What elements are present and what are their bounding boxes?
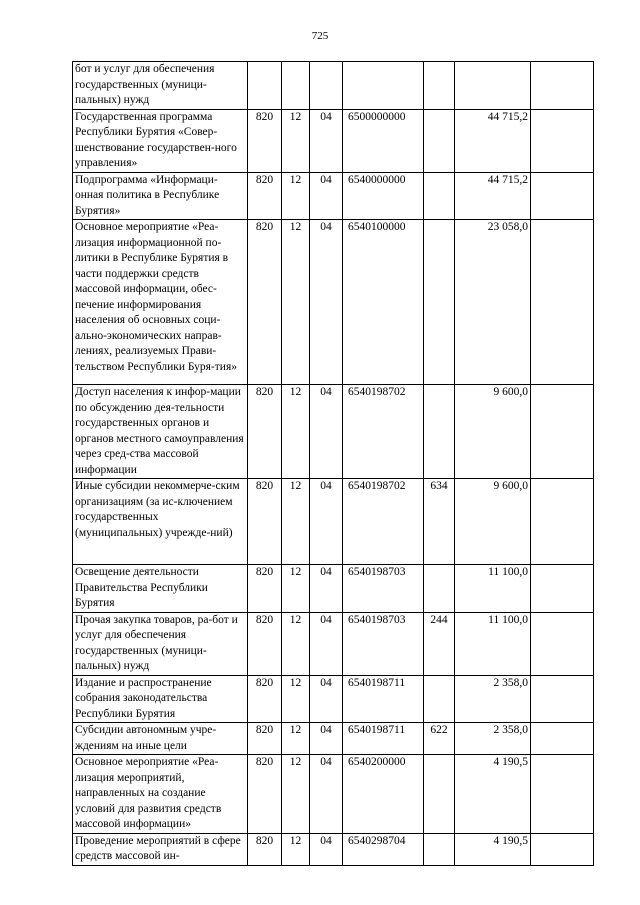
row-name-cell: Государственная программа Республики Бурятия «Совер-шенствование государствен-ного управления»: [73, 109, 248, 172]
row-name-cell: Доступ населения к инфор-мации по обсуждению дея-тельности государственных органов и органов местного самоуправления через сред-ства массовой информации: [73, 385, 248, 479]
row-name-cell: Проведение мероприятий в сфере средств массовой ин-: [73, 833, 248, 865]
amount-cell: 23 058,0: [455, 220, 531, 385]
section-code-cell: 12: [282, 612, 310, 675]
extra-cell: [531, 62, 594, 110]
expense-type-cell: [424, 172, 455, 220]
ved-code-cell: 820: [248, 109, 282, 172]
subsection-code-cell: 04: [310, 675, 343, 723]
expense-type-cell: [424, 220, 455, 385]
amount-cell: 11 100,0: [455, 565, 531, 613]
row-name-cell: Подпрограмма «Информаци-онная политика в Республике Бурятия»: [73, 172, 248, 220]
expense-type-cell: [424, 565, 455, 613]
expense-type-cell: 244: [424, 612, 455, 675]
expense-type-cell: [424, 62, 455, 110]
row-name-cell: Прочая закупка товаров, ра-бот и услуг для обеспечения государственных (муници-пальных) нужд: [73, 612, 248, 675]
table-row: [73, 675, 594, 723]
subsection-code-cell: 04: [310, 385, 343, 479]
expense-type-cell: [424, 675, 455, 723]
amount-cell: 2 358,0: [455, 723, 531, 755]
ved-code-cell: 820: [248, 479, 282, 565]
expense-type-cell: [424, 755, 455, 834]
row-name-cell: Освещение деятельности Правительства Республики Бурятия: [73, 565, 248, 613]
ved-code-cell: [248, 62, 282, 110]
target-article-cell: 6540198711: [343, 723, 424, 755]
amount-cell: 4 190,5: [455, 755, 531, 834]
amount-cell: 4 190,5: [455, 833, 531, 865]
ved-code-cell: 820: [248, 220, 282, 385]
target-article-cell: 6540298704: [343, 833, 424, 865]
target-article-cell: 6540198703: [343, 612, 424, 675]
target-article-cell: 6500000000: [343, 109, 424, 172]
extra-cell: [531, 479, 594, 565]
section-code-cell: 12: [282, 723, 310, 755]
subsection-code-cell: 04: [310, 479, 343, 565]
table-row: [73, 385, 594, 479]
expense-type-cell: 622: [424, 723, 455, 755]
target-article-cell: 6540198711: [343, 675, 424, 723]
page-number: 725: [311, 30, 329, 42]
subsection-code-cell: [310, 62, 343, 110]
subsection-code-cell: 04: [310, 565, 343, 613]
extra-cell: [531, 220, 594, 385]
table-row: [73, 723, 594, 755]
section-code-cell: 12: [282, 565, 310, 613]
table-row: [73, 220, 594, 385]
section-code-cell: 12: [282, 755, 310, 834]
amount-cell: [455, 62, 531, 110]
extra-cell: [531, 612, 594, 675]
row-name-cell: Основное мероприятие «Реа-лизация мероприятий, направленных на создание условий для развития средств массовой информации»: [73, 755, 248, 834]
subsection-code-cell: 04: [310, 723, 343, 755]
row-name-cell: Основное мероприятие «Реа-лизация информационной по-литики в Республике Бурятия в части поддержки средств массовой информации, обес-печение информирования населения об основных соци-ально-экономических направ-лениях, реализуемых Прави-тельством Республики Буря-тия»: [73, 220, 248, 385]
extra-cell: [531, 172, 594, 220]
extra-cell: [531, 565, 594, 613]
amount-cell: 11 100,0: [455, 612, 531, 675]
ved-code-cell: 820: [248, 833, 282, 865]
target-article-cell: [343, 62, 424, 110]
extra-cell: [531, 675, 594, 723]
expense-type-cell: [424, 385, 455, 479]
subsection-code-cell: 04: [310, 220, 343, 385]
subsection-code-cell: 04: [310, 172, 343, 220]
ved-code-cell: 820: [248, 612, 282, 675]
budget-table: [72, 61, 594, 866]
section-code-cell: 12: [282, 220, 310, 385]
ved-code-cell: 820: [248, 565, 282, 613]
ved-code-cell: 820: [248, 723, 282, 755]
target-article-cell: 6540200000: [343, 755, 424, 834]
section-code-cell: 12: [282, 479, 310, 565]
expense-type-cell: [424, 109, 455, 172]
extra-cell: [531, 723, 594, 755]
row-name-cell: бот и услуг для обеспечения государственных (муници-пальных) нужд: [73, 62, 248, 110]
table-row: [73, 109, 594, 172]
ved-code-cell: 820: [248, 385, 282, 479]
target-article-cell: 6540000000: [343, 172, 424, 220]
subsection-code-cell: 04: [310, 833, 343, 865]
target-article-cell: 6540198702: [343, 385, 424, 479]
row-name-cell: Субсидии автономным учре-ждениям на иные цели: [73, 723, 248, 755]
amount-cell: 2 358,0: [455, 675, 531, 723]
extra-cell: [531, 833, 594, 865]
subsection-code-cell: 04: [310, 612, 343, 675]
table-row: [73, 565, 594, 613]
extra-cell: [531, 385, 594, 479]
section-code-cell: 12: [282, 172, 310, 220]
ved-code-cell: 820: [248, 172, 282, 220]
section-code-cell: 12: [282, 833, 310, 865]
subsection-code-cell: 04: [310, 755, 343, 834]
ved-code-cell: 820: [248, 755, 282, 834]
table-row: [73, 62, 594, 110]
table-row: [73, 479, 594, 565]
row-name-cell: Издание и распространение собрания законодательства Республики Бурятия: [73, 675, 248, 723]
target-article-cell: 6540100000: [343, 220, 424, 385]
amount-cell: 44 715,2: [455, 109, 531, 172]
target-article-cell: 6540198702: [343, 479, 424, 565]
row-name-cell: Иные субсидии некоммерче-ским организациям (за ис-ключением государственных (муниципальных) учрежде-ний): [73, 479, 248, 565]
amount-cell: 9 600,0: [455, 385, 531, 479]
subsection-code-cell: 04: [310, 109, 343, 172]
section-code-cell: 12: [282, 385, 310, 479]
expense-type-cell: [424, 833, 455, 865]
table-row: [73, 612, 594, 675]
ved-code-cell: 820: [248, 675, 282, 723]
table-row: [73, 172, 594, 220]
section-code-cell: 12: [282, 675, 310, 723]
amount-cell: 44 715,2: [455, 172, 531, 220]
extra-cell: [531, 755, 594, 834]
expense-type-cell: 634: [424, 479, 455, 565]
amount-cell: 9 600,0: [455, 479, 531, 565]
table-row: [73, 833, 594, 865]
extra-cell: [531, 109, 594, 172]
target-article-cell: 6540198703: [343, 565, 424, 613]
section-code-cell: [282, 62, 310, 110]
section-code-cell: 12: [282, 109, 310, 172]
table-row: [73, 755, 594, 834]
